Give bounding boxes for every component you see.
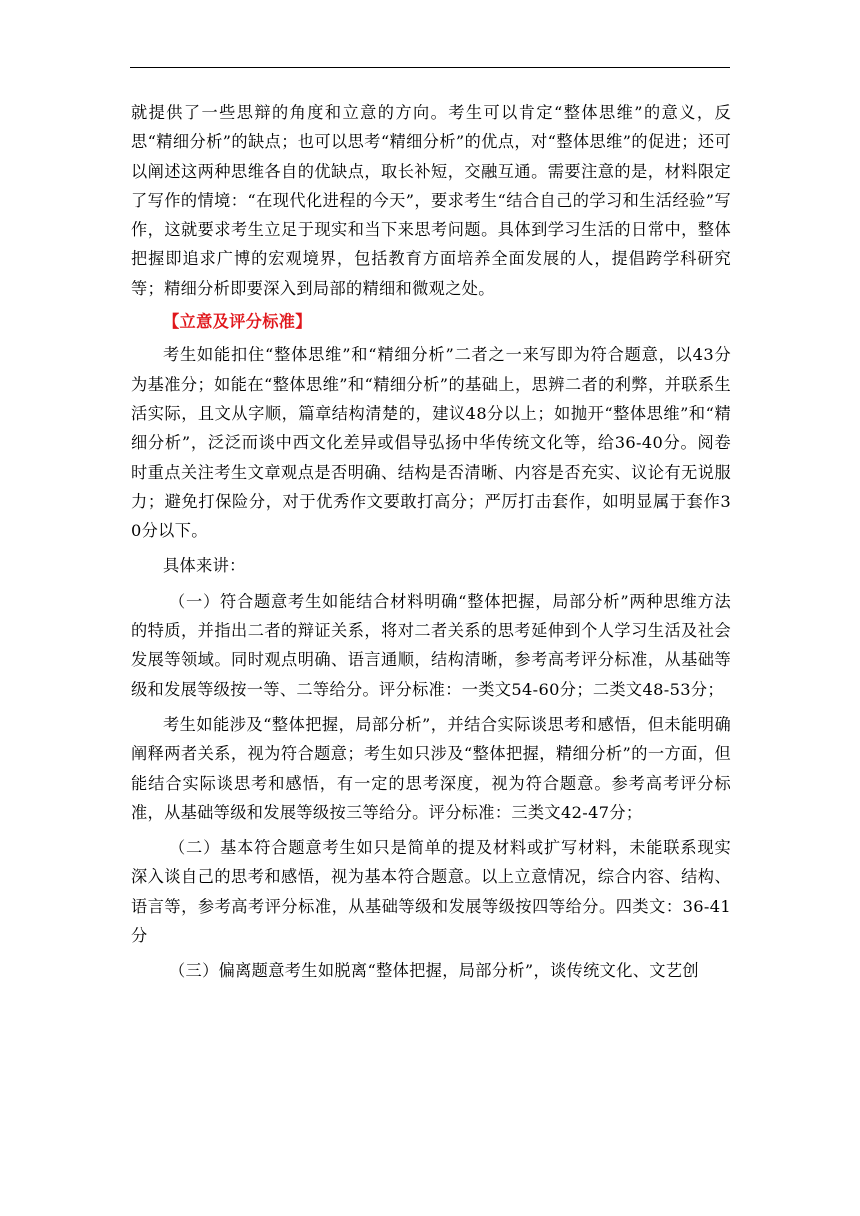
intro-paragraph: 就提供了一些思辩的角度和立意的方向。考生可以肯定“整体思维”的意义，反思“精细分析”的缺点；也可以思考“精细分析”的优点，对“整体思维”的促进；还可以阐述这两种思维各自的优缺点，取长补短，交融互通。需要注意的是，材料限定了写作的情境：“在现代化进程的今天”，要求考生“结合自己的学习和生活经验”写作，这就要求考生立足于现实和当下来思考问题。具体到学习生活的日常中，整体把握即追求广博的宏观境界，包括教育方面培养全面发展的人，提倡跨学科研究等；精细分析即要深入到局部的精细和微观之处。	[131, 103, 731, 298]
item-three-paragraph: （三）偏离题意考生如脱离“整体把握，局部分析”，谈传统文化、文艺创	[169, 961, 699, 981]
section-heading: 【立意及评分标准】	[163, 312, 312, 332]
document-body	[131, 98, 731, 986]
specific-intro: 具体来讲：	[163, 556, 246, 576]
item-one-paragraph: （一）符合题意考生如能结合材料明确“整体把握，局部分析”两种思维方法的特质，并指出二者的辩证关系，将对二者关系的思考延伸到个人学习生活及社会发展等领域。同时观点明确、语言通顺，结构清晰，参考高考评分标准，从基础等级和发展等级按一等、二等给分。评分标准：一类文54-60分；二类文48-53分；	[131, 591, 731, 699]
item-two-paragraph: （二）基本符合题意考生如只是简单的提及材料或扩写材料，未能联系现实深入谈自己的思考和感悟，视为基本符合题意。以上立意情况，综合内容、结构、语言等，参考高考评分标准，从基础等级和发展等级按四等给分。四类文：36-41分	[131, 838, 731, 946]
header-rule	[130, 67, 730, 68]
criteria-paragraph: 考生如能扣住“整体思维”和“精细分析”二者之一来写即为符合题意，以43分为基准分；如能在“整体思维”和“精细分析”的基础上，思辨二者的利弊，并联系生活实际，且文从字顺，篇章结构清楚的，建议48分以上；如抛开“整体思维”和“精细分析”，泛泛而谈中西文化差异或倡导弘扬中华传统文化等，给36-40分。阅卷时重点关注考生文章观点是否明确、结构是否清晰、内容是否充实、议论有无说服力；避免打保险分，对于优秀作文要敢打高分；严厉打击套作，如明显属于套作30分以下。	[131, 345, 731, 541]
item-one-continued-paragraph: 考生如能涉及“整体把握，局部分析”，并结合实际谈思考和感悟，但未能明确阐释两者关系，视为符合题意；考生如只涉及“整体把握，精细分析”的一方面，但能结合实际谈思考和感悟，有一定的思考深度，视为符合题意。参考高考评分标准，从基础等级和发展等级按三等给分。评分标准：三类文42-47分；	[131, 714, 731, 822]
